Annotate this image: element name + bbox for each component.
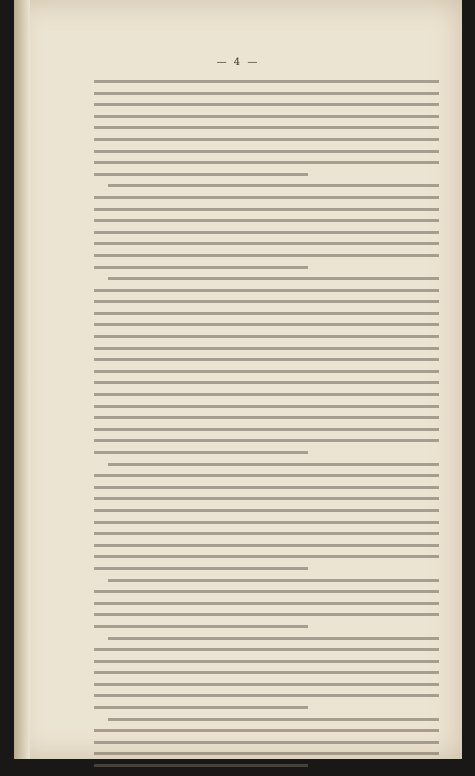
text-line [94, 219, 439, 222]
text-line [94, 312, 439, 315]
text-line [108, 637, 439, 640]
text-line [94, 323, 439, 326]
text-line [94, 451, 308, 454]
text-line [94, 92, 439, 95]
text-line [94, 741, 439, 744]
text-line [94, 289, 439, 292]
paragraph [94, 718, 439, 767]
paragraph [94, 277, 439, 454]
text-line [94, 300, 439, 303]
text-line [94, 161, 439, 164]
text-line [94, 567, 308, 570]
text-line [94, 590, 439, 593]
text-line [94, 764, 308, 767]
text-line [108, 184, 439, 187]
paragraph [94, 184, 439, 268]
text-line [94, 381, 439, 384]
text-line [94, 126, 439, 129]
page-gutter [14, 0, 30, 759]
text-line [94, 486, 439, 489]
text-line [94, 103, 439, 106]
text-line [94, 231, 439, 234]
text-line [94, 370, 439, 373]
paragraph [94, 579, 439, 628]
text-line [94, 242, 439, 245]
text-line [108, 463, 439, 466]
text-line [94, 208, 439, 211]
text-line [94, 358, 439, 361]
text-line [94, 115, 439, 118]
text-line [94, 706, 308, 709]
text-line [94, 671, 439, 674]
text-line [94, 347, 439, 350]
text-line [94, 393, 439, 396]
text-line [94, 602, 439, 605]
text-line [94, 613, 439, 616]
text-line [94, 509, 439, 512]
paragraph [94, 80, 439, 176]
text-line [94, 416, 439, 419]
text-line [94, 544, 439, 547]
text-line [94, 752, 439, 755]
text-line [94, 405, 439, 408]
text-line [108, 277, 439, 280]
text-line [94, 521, 439, 524]
text-line [94, 266, 308, 269]
text-line [94, 173, 308, 176]
text-line [94, 335, 439, 338]
text-line [94, 648, 439, 651]
text-line [94, 150, 439, 153]
paragraph [94, 463, 439, 570]
text-line [94, 80, 439, 83]
text-line [94, 660, 439, 663]
text-line [94, 428, 439, 431]
text-line [94, 683, 439, 686]
text-line [94, 532, 439, 535]
text-line [94, 555, 439, 558]
page-number: — 4 — [216, 57, 260, 68]
text-line [94, 497, 439, 500]
text-line [94, 254, 439, 257]
text-line [94, 729, 439, 732]
text-line [94, 439, 439, 442]
text-line [108, 579, 439, 582]
text-line [94, 196, 439, 199]
text-block [94, 80, 439, 776]
text-line [94, 625, 308, 628]
text-line [94, 474, 439, 477]
text-line [108, 718, 439, 721]
book-page [14, 0, 462, 759]
text-line [94, 138, 439, 141]
paragraph [94, 637, 439, 710]
text-line [94, 694, 439, 697]
